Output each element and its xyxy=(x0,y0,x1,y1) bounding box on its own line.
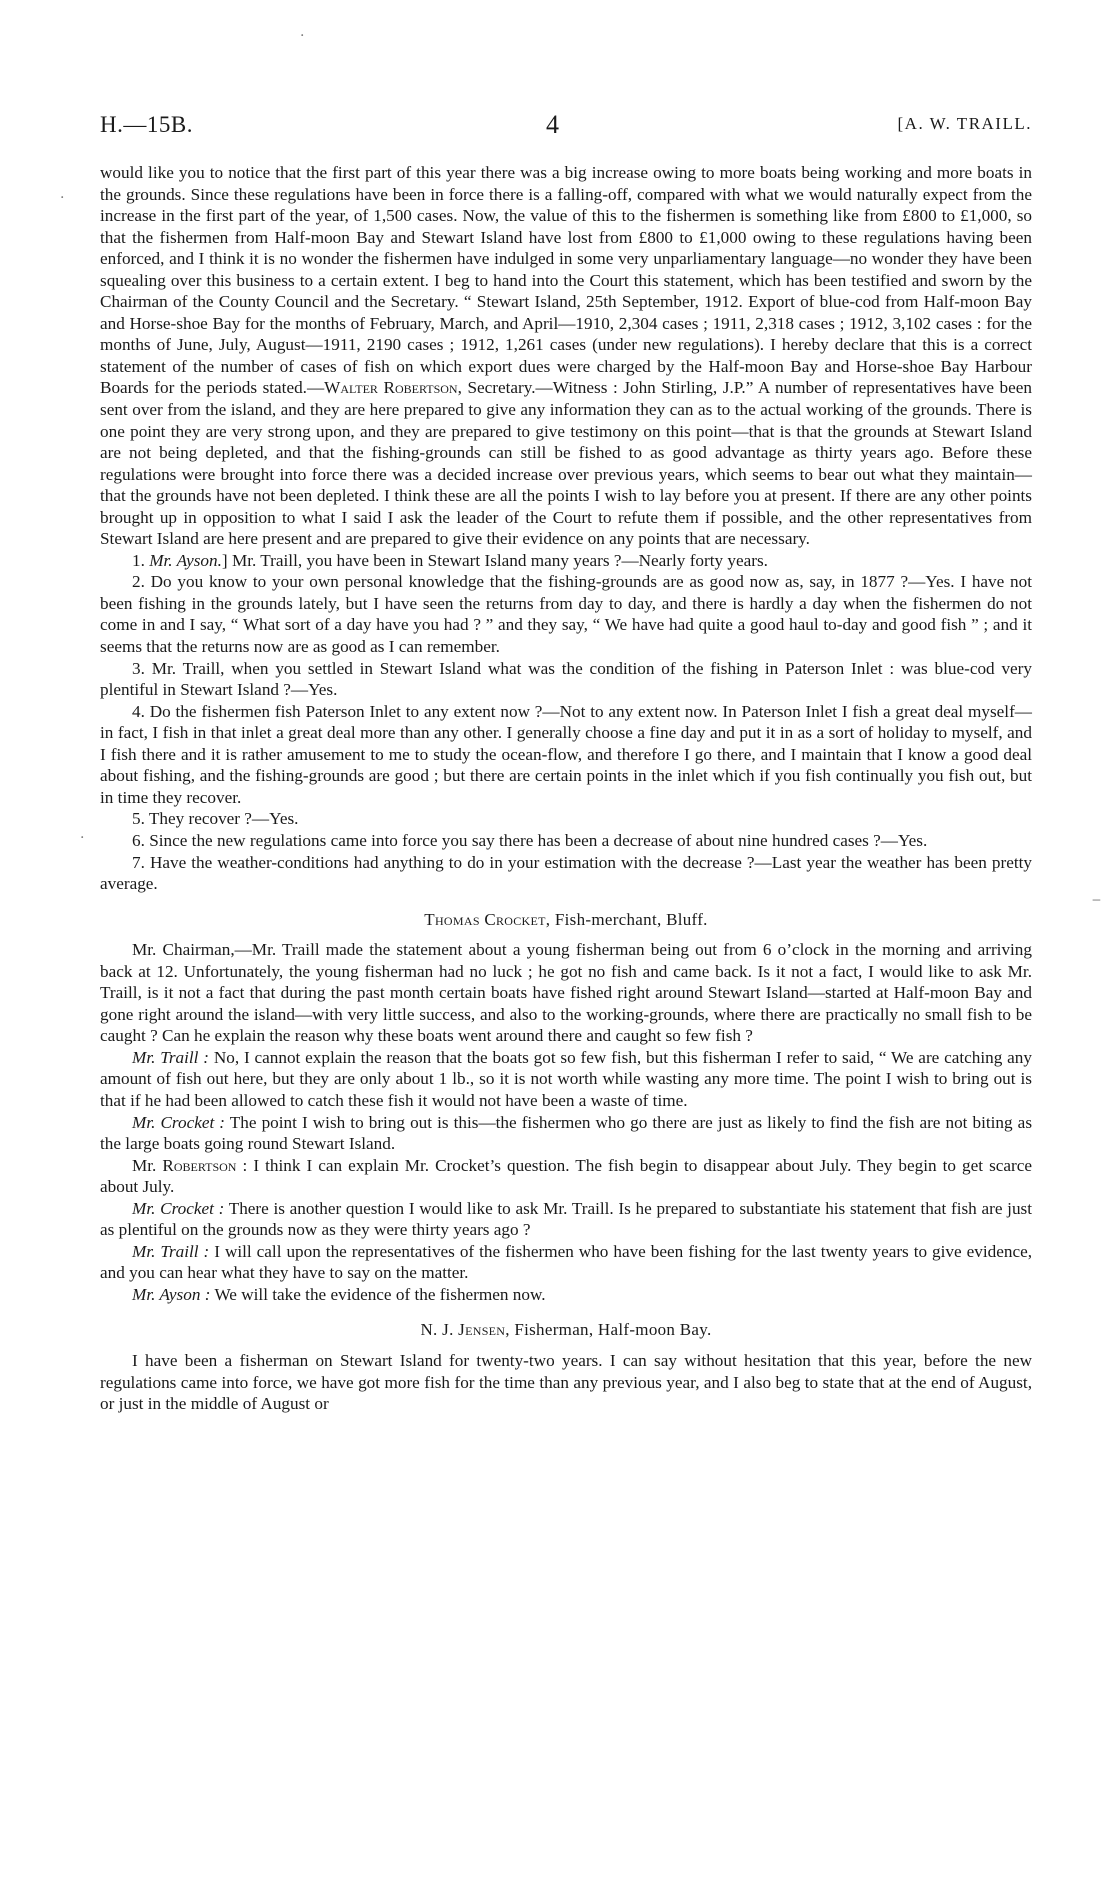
question-2: 2. Do you know to your own personal knowledge that the fishing-grounds are as good now as, say, in 1877 ?—Yes. I have not been fishing in the grounds lately, but I have seen the returns from day to day, and there is hardly a day when the fishermen do not come in and I say, “ What sort of a day have you had ? ” and they say, “ We have had quite a good haul to-day and good fish ” ; and it seems that the returns now are as good as I can remember. xyxy=(100,572,1032,657)
paragraph-text: , Secretary.—Witness : John Stirling, J.P.” A number of representatives have been sent over from the island, and they are here prepared to give any information they can as to the actual working of the grounds. There is one point they are very strong upon, and they are prepared to give testimony on this point—that is that the grounds at Stewart Island are not being depleted, and that the fishing-grounds can still be fished to as good advantage as thirty years ago. Before these regulations were brought into force there was a decided increase over previous years, which seems to bear out what they maintain—that the grounds have not been depleted. I think these are all the points I wish to lay before you at present. If there are any other points brought up in opposition to what I said I ask the leader of the Court to refute them if possible, and the other representatives from Stewart Island are here present and are prepared to give their evidence on any points that are necessary. xyxy=(100,378,1032,549)
section-heading-jensen xyxy=(100,1319,1032,1341)
speaker-name: Mr. Crocket : xyxy=(132,1198,225,1218)
reply-text: : I think I can explain Mr. Crocket’s question. The fish begin to disappear about July. They begin to get scarce about July. xyxy=(100,1155,1032,1197)
question-6: 6. Since the new regulations came into force you say there has been a decrease of about nine hundred cases ?—Yes. xyxy=(132,830,928,850)
question-text: ] Mr. Traill, you have been in Stewart Island many years ?—Nearly forty years. xyxy=(221,550,768,570)
ayson-statement xyxy=(100,1284,1032,1306)
jensen-statement: I have been a fisherman on Stewart Island for twenty-two years. I can say without hesitation that this year, before the new regulations came into force, we have got more fish for the time than any previous year, and I also beg to state that at the end of August, or just in the middle of August or xyxy=(100,1350,1032,1414)
speaker-prefix: Mr. xyxy=(132,1155,163,1175)
question-3: 3. Mr. Traill, when you settled in Stewart Island what was the condition of the fishing in Paterson Inlet : was blue-cod very plentiful in Stewart Island ?—Yes. xyxy=(100,658,1032,700)
speaker-name: Mr. Traill : xyxy=(132,1241,210,1261)
reply-text: I will call upon the representatives of the fishermen who have been fishing for the last twenty years to give evidence, and you can hear what they have to say on the matter. xyxy=(100,1241,1032,1283)
scan-speck: · xyxy=(60,190,65,206)
paragraph-intro xyxy=(100,162,1032,550)
question-4: 4. Do the fishermen fish Paterson Inlet to any extent now ?—Not to any extent now. In Paterson Inlet I fish a great deal myself—in fact, I fish in that inlet a great deal more than any other. I generally choose a fine day and put it in as a sort of holiday to myself, and I fish there and it is rather amusement to me to study the ocean-flow, and therefore I go there, and I maintain that I know a good deal about fishing, and the fishing-grounds are good ; but there are certain points in the inlet which if you fish continually you fish out, but in time they recover. xyxy=(100,701,1032,807)
paragraph-text: would like you to notice that the first part of this year there was a big increase owing to more boats being working and more boats in the grounds. Since these regulations have been in force there is a falling-off, compared with what we would naturally expect from the increase in the first part of the year, of 1,500 cases. Now, the value of this to the fishermen is something like from £800 to £1,000, so that the fishermen from Half-moon Bay and Stewart Island have lost from £800 to £1,000 owing to these regulations having been enforced, and I think it is no wonder the fishermen have indulged in some very unparliamentary language—no wonder they have been squealing over this business to a certain extent. I beg to hand into the Court this statement, which has been testified and sworn by the Chairman of the County Council and the Secretary. “ Stewart Island, 25th September, 1912. Export of blue-cod from Half-moon Bay and Horse-shoe Bay for the months of February, March, and April—1910, 2,304 cases ; 1911, 2,318 cases ; 1912, 3,102 cases : for the months of June, July, August—1911, 2190 cases ; 1912, 1,261 cases (under new regulations). I hereby declare that this is a correct statement of the number of cases of fish on which export dues were charged by the Half-moon Bay and Horse-shoe Bay Harbour Boards for the periods stated.— xyxy=(100,163,1032,398)
scan-speck: · xyxy=(80,830,85,846)
reply-text: We will take the evidence of the fishermen now. xyxy=(210,1284,546,1304)
witness-role: , Fish-merchant, Bluff. xyxy=(545,909,708,929)
witness-name: N. J. Jensen xyxy=(420,1320,506,1340)
question-1 xyxy=(100,550,1032,572)
witness-role: , Fisherman, Half-moon Bay. xyxy=(505,1320,712,1340)
crocket-question xyxy=(100,1198,1032,1241)
scan-speck: · xyxy=(300,28,305,44)
crocket-reply xyxy=(100,1112,1032,1155)
page-header xyxy=(100,112,1032,142)
witness-name-header: [A. W. TRAILL. xyxy=(897,114,1032,133)
scan-speck: ‒ xyxy=(1092,892,1101,908)
section-heading-crocket xyxy=(100,909,1032,931)
page-number: 4 xyxy=(546,110,559,139)
question-7: 7. Have the weather-conditions had anything to do in your estimation with the decrease ?—Last year the weather has been pretty average. xyxy=(100,852,1032,894)
robertson-reply xyxy=(100,1155,1032,1198)
reply-text: The point I wish to bring out is this—the fishermen who go there are just as likely to find the fish are not biting as the large boats going round Stewart Island. xyxy=(100,1112,1033,1154)
speaker-name: Mr. Traill : xyxy=(132,1047,209,1067)
speaker-name: Robertson xyxy=(162,1155,237,1175)
reply-text: No, I cannot explain the reason that the boats got so few fish, but this fisherman I refer to said, “ We are catching any amount of fish out here, but they are only about 1 lb., so it is not worth while wasting any more time. The point I wish to bring out is that if he had been allowed to catch these fish it would not have been a waste of time. xyxy=(100,1047,1032,1110)
question-number: 1. xyxy=(132,550,145,570)
question-5: 5. They recover ?—Yes. xyxy=(132,809,299,829)
document-body xyxy=(100,162,1032,1415)
speaker-name: Mr. Ayson. xyxy=(149,550,222,570)
speaker-name: Mr. Crocket : xyxy=(132,1112,226,1132)
reply-text: There is another question I would like to ask Mr. Traill. Is he prepared to substantiate his statement that fish are just as plentiful on the grounds now as they were thirty years ago ? xyxy=(100,1198,1032,1240)
crocket-statement: Mr. Chairman,—Mr. Traill made the statement about a young fisherman being out from 6 o’clock in the morning and arriving back at 12. Unfortunately, the young fisherman had no luck ; he got no fish and came back. Is it not a fact, I would like to ask Mr. Traill, is it not a fact that during the past month certain boats have fished right around Stewart Island—started at Half-moon Bay and gone right around the island—with very little success, and also to the working-grounds, where there are practically no small fish to be caught ? Can he explain the reason why these boats went around there and caught so few fish ? xyxy=(100,940,1032,1046)
witness-name: Thomas Crocket xyxy=(424,909,546,929)
paper-reference: H.—15B. xyxy=(100,112,193,137)
signatory-name: Walter Robertson xyxy=(324,378,458,398)
traill-reply xyxy=(100,1047,1032,1112)
traill-answer xyxy=(100,1241,1032,1284)
speaker-name: Mr. Ayson : xyxy=(132,1284,211,1304)
